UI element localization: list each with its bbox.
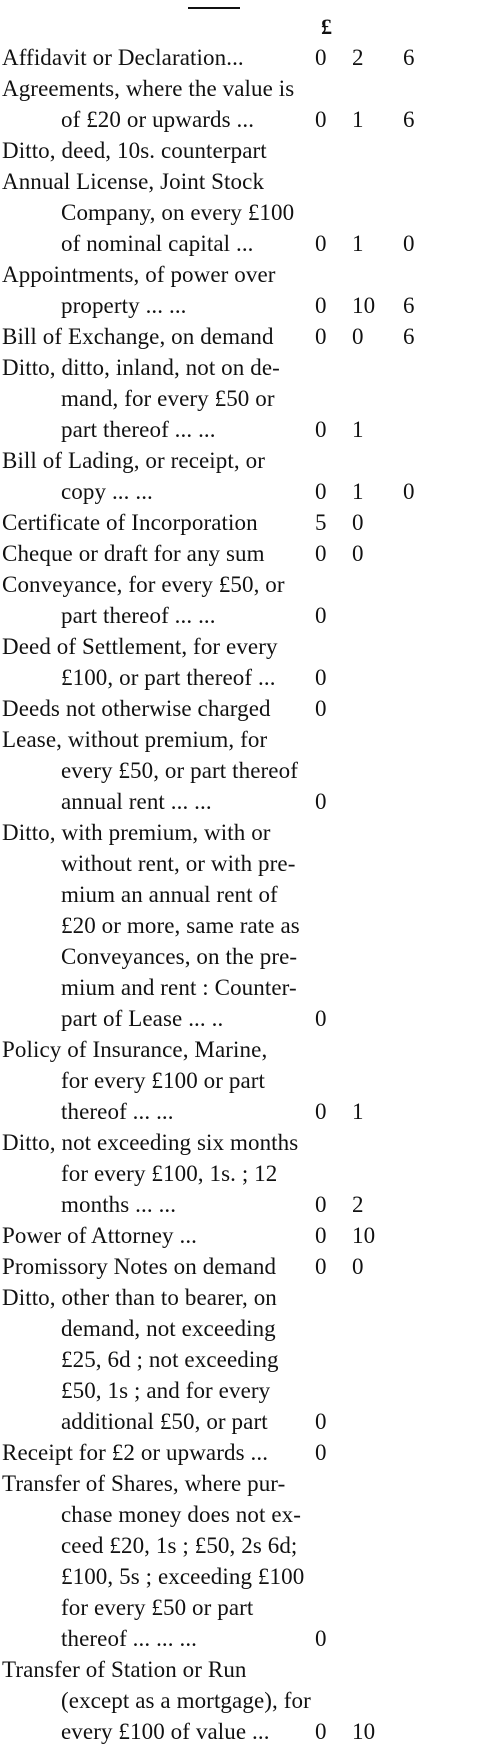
entry-text: Deeds not otherwise charged bbox=[2, 696, 271, 721]
pounds-value: 0 bbox=[315, 541, 327, 566]
stamp-duty-list bbox=[0, 42, 491, 1747]
entry-text: Policy of Insurance, Marine, bbox=[2, 1037, 268, 1062]
entry-text: Ditto, ditto, inland, not on de- bbox=[2, 355, 280, 380]
pounds-value: 5 bbox=[315, 510, 327, 535]
entry-text: ceed £20, 1s ; £50, 2s 6d; bbox=[61, 1533, 298, 1558]
entry-line bbox=[0, 879, 491, 910]
duty-entry bbox=[0, 631, 491, 693]
pounds-value: 0 bbox=[315, 1006, 327, 1031]
entry-line bbox=[0, 1034, 491, 1065]
pounds-value: 0 bbox=[315, 1409, 327, 1434]
shillings-value: 10 bbox=[352, 293, 376, 318]
entry-text: part thereof ... ... bbox=[61, 603, 216, 628]
entry-text: Power of Attorney ... bbox=[2, 1223, 198, 1248]
entry-line bbox=[0, 1127, 491, 1158]
entry-line bbox=[0, 352, 491, 383]
entry-line bbox=[0, 1375, 491, 1406]
entry-text: Ditto, other than to bearer, on bbox=[2, 1285, 277, 1310]
shillings-value: 1 bbox=[352, 1099, 364, 1124]
entry-line bbox=[0, 1530, 491, 1561]
entry-line bbox=[0, 786, 491, 817]
entry-text: Appointments, of power over bbox=[2, 262, 276, 287]
entry-text: for every £50 or part bbox=[61, 1595, 254, 1620]
pounds-value: 0 bbox=[315, 696, 327, 721]
entry-text: (except as a mortgage), for bbox=[61, 1688, 311, 1713]
entry-text: every £100 of value ... bbox=[61, 1719, 270, 1744]
duty-entry bbox=[0, 1127, 491, 1220]
shillings-value: 10 bbox=[352, 1223, 376, 1248]
shillings-value: 1 bbox=[352, 417, 364, 442]
entry-line bbox=[0, 1251, 491, 1282]
entry-text: Conveyance, for every £50, or bbox=[2, 572, 285, 597]
entry-line bbox=[0, 228, 491, 259]
entry-line bbox=[0, 1437, 491, 1468]
pence-value: 0 bbox=[403, 479, 415, 504]
entry-line bbox=[0, 1313, 491, 1344]
entry-text: £50, 1s ; and for every bbox=[61, 1378, 271, 1403]
duty-entry bbox=[0, 166, 491, 259]
duty-entry bbox=[0, 259, 491, 321]
entry-text: Promissory Notes on demand bbox=[2, 1254, 277, 1279]
entry-line bbox=[0, 104, 491, 135]
entry-text: £100, or part thereof ... bbox=[61, 665, 276, 690]
duty-entry bbox=[0, 1654, 491, 1747]
pounds-value: 0 bbox=[315, 417, 327, 442]
entry-text: additional £50, or part bbox=[61, 1409, 268, 1434]
entry-text: part of Lease ... .. bbox=[61, 1006, 224, 1031]
duty-entry bbox=[0, 1220, 491, 1251]
entry-text: mium and rent : Counter- bbox=[61, 975, 297, 1000]
entry-text: £20 or more, same rate as bbox=[61, 913, 300, 938]
entry-line bbox=[0, 476, 491, 507]
duty-entry bbox=[0, 817, 491, 1034]
entry-text: without rent, or with pre- bbox=[61, 851, 296, 876]
entry-line bbox=[0, 1406, 491, 1437]
entry-line bbox=[0, 383, 491, 414]
entry-line bbox=[0, 42, 491, 73]
duty-entry bbox=[0, 507, 491, 538]
pence-value: 0 bbox=[403, 231, 415, 256]
pence-value: 6 bbox=[403, 107, 415, 132]
entry-text: Affidavit or Declaration... bbox=[2, 45, 244, 70]
entry-text: thereof ... ... ... bbox=[61, 1626, 198, 1651]
shillings-value: 1 bbox=[352, 231, 364, 256]
pounds-value: 0 bbox=[315, 1440, 327, 1465]
entry-text: demand, not exceeding bbox=[61, 1316, 276, 1341]
entry-line bbox=[0, 1685, 491, 1716]
entry-text: Ditto, deed, 10s. counterpart bbox=[2, 138, 267, 163]
pence-value: 6 bbox=[403, 293, 415, 318]
shillings-value: 10 bbox=[352, 1719, 376, 1744]
entry-line bbox=[0, 1561, 491, 1592]
entry-line bbox=[0, 135, 491, 166]
duty-entry bbox=[0, 321, 491, 352]
shillings-value: 1 bbox=[352, 479, 364, 504]
shillings-value: 2 bbox=[352, 1192, 364, 1217]
entry-text: for every £100, 1s. ; 12 bbox=[61, 1161, 278, 1186]
entry-text: Transfer of Station or Run bbox=[2, 1657, 247, 1682]
pounds-value: 0 bbox=[315, 1192, 327, 1217]
pence-value: 6 bbox=[403, 324, 415, 349]
pounds-value: 0 bbox=[315, 324, 327, 349]
duty-entry bbox=[0, 1034, 491, 1127]
entry-text: Ditto, not exceeding six months bbox=[2, 1130, 299, 1155]
entry-text: Bill of Lading, or receipt, or bbox=[2, 448, 265, 473]
pounds-value: 0 bbox=[315, 1254, 327, 1279]
entry-line bbox=[0, 507, 491, 538]
pounds-value: 0 bbox=[315, 231, 327, 256]
pounds-value: 0 bbox=[315, 479, 327, 504]
pounds-value: 0 bbox=[315, 665, 327, 690]
pounds-value: 0 bbox=[315, 789, 327, 814]
pounds-value: 0 bbox=[315, 603, 327, 628]
entry-line bbox=[0, 259, 491, 290]
entry-text: mium an annual rent of bbox=[61, 882, 278, 907]
entry-line bbox=[0, 1499, 491, 1530]
entry-line bbox=[0, 1716, 491, 1747]
currency-heading: £ bbox=[321, 14, 332, 39]
entry-line bbox=[0, 1468, 491, 1499]
entry-line bbox=[0, 569, 491, 600]
entry-line bbox=[0, 414, 491, 445]
entry-line bbox=[0, 1282, 491, 1313]
pounds-value: 0 bbox=[315, 1626, 327, 1651]
entry-line bbox=[0, 1065, 491, 1096]
duty-entry bbox=[0, 135, 491, 166]
duty-entry bbox=[0, 73, 491, 135]
entry-text: Lease, without premium, for bbox=[2, 727, 268, 752]
entry-text: Company, on every £100 bbox=[61, 200, 295, 225]
entry-line bbox=[0, 1189, 491, 1220]
entry-line bbox=[0, 941, 491, 972]
entry-line bbox=[0, 724, 491, 755]
entry-text: Annual License, Joint Stock bbox=[2, 169, 265, 194]
shillings-value: 2 bbox=[352, 45, 364, 70]
top-rule bbox=[188, 7, 240, 9]
entry-line bbox=[0, 1654, 491, 1685]
pounds-value: 0 bbox=[315, 45, 327, 70]
entry-text: thereof ... ... bbox=[61, 1099, 174, 1124]
entry-line bbox=[0, 662, 491, 693]
entry-text: Deed of Settlement, for every bbox=[2, 634, 278, 659]
entry-text: copy ... ... bbox=[61, 479, 153, 504]
entry-text: of nominal capital ... bbox=[61, 231, 254, 256]
pounds-value: 0 bbox=[315, 1099, 327, 1124]
pounds-value: 0 bbox=[315, 293, 327, 318]
entry-line bbox=[0, 445, 491, 476]
pounds-value: 0 bbox=[315, 1223, 327, 1248]
pounds-value: 0 bbox=[315, 107, 327, 132]
entry-text: £25, 6d ; not exceeding bbox=[61, 1347, 279, 1372]
shillings-value: 1 bbox=[352, 107, 364, 132]
pounds-value: 0 bbox=[315, 1719, 327, 1744]
entry-line bbox=[0, 693, 491, 724]
entry-text: Cheque or draft for any sum bbox=[2, 541, 265, 566]
entry-text: property ... ... bbox=[61, 293, 187, 318]
entry-line bbox=[0, 1623, 491, 1654]
entry-text: mand, for every £50 or bbox=[61, 386, 275, 411]
entry-line bbox=[0, 848, 491, 879]
entry-line bbox=[0, 1003, 491, 1034]
entry-text: Bill of Exchange, on demand bbox=[2, 324, 274, 349]
entry-text: Certificate of Incorporation bbox=[2, 510, 258, 535]
entry-line bbox=[0, 755, 491, 786]
entry-line bbox=[0, 1096, 491, 1127]
entry-line bbox=[0, 600, 491, 631]
pence-value: 6 bbox=[403, 45, 415, 70]
entry-text: part thereof ... ... bbox=[61, 417, 216, 442]
entry-text: annual rent ... ... bbox=[61, 789, 212, 814]
entry-text: every £50, or part thereof bbox=[61, 758, 298, 783]
duty-entry bbox=[0, 445, 491, 507]
entry-line bbox=[0, 1592, 491, 1623]
entry-line bbox=[0, 910, 491, 941]
entry-text: Transfer of Shares, where pur- bbox=[2, 1471, 286, 1496]
duty-entry bbox=[0, 693, 491, 724]
entry-line bbox=[0, 972, 491, 1003]
duty-entry bbox=[0, 1468, 491, 1654]
entry-line bbox=[0, 1344, 491, 1375]
entry-line bbox=[0, 538, 491, 569]
shillings-value: 0 bbox=[352, 541, 364, 566]
duty-entry bbox=[0, 724, 491, 817]
duty-entry bbox=[0, 1282, 491, 1437]
shillings-value: 0 bbox=[352, 1254, 364, 1279]
entry-text: of £20 or upwards ... bbox=[61, 107, 255, 132]
entry-text: Conveyances, on the pre- bbox=[61, 944, 298, 969]
shillings-value: 0 bbox=[352, 510, 364, 535]
shillings-value: 0 bbox=[352, 324, 364, 349]
entry-text: Receipt for £2 or upwards ... bbox=[2, 1440, 269, 1465]
entry-line bbox=[0, 1220, 491, 1251]
entry-line bbox=[0, 321, 491, 352]
duty-entry bbox=[0, 1437, 491, 1468]
duty-entry bbox=[0, 352, 491, 445]
entry-text: chase money does not ex- bbox=[61, 1502, 301, 1527]
entry-text: Agreements, where the value is bbox=[2, 76, 295, 101]
duty-entry bbox=[0, 538, 491, 569]
entry-text: £100, 5s ; exceeding £100 bbox=[61, 1564, 305, 1589]
entry-line bbox=[0, 631, 491, 662]
entry-text: months ... ... bbox=[61, 1192, 177, 1217]
duty-entry bbox=[0, 42, 491, 73]
entry-line bbox=[0, 166, 491, 197]
duty-entry bbox=[0, 1251, 491, 1282]
entry-line bbox=[0, 1158, 491, 1189]
entry-line bbox=[0, 290, 491, 321]
entry-line bbox=[0, 197, 491, 228]
duty-entry bbox=[0, 569, 491, 631]
entry-text: for every £100 or part bbox=[61, 1068, 266, 1093]
entry-line bbox=[0, 73, 491, 104]
entry-line bbox=[0, 817, 491, 848]
entry-text: Ditto, with premium, with or bbox=[2, 820, 271, 845]
